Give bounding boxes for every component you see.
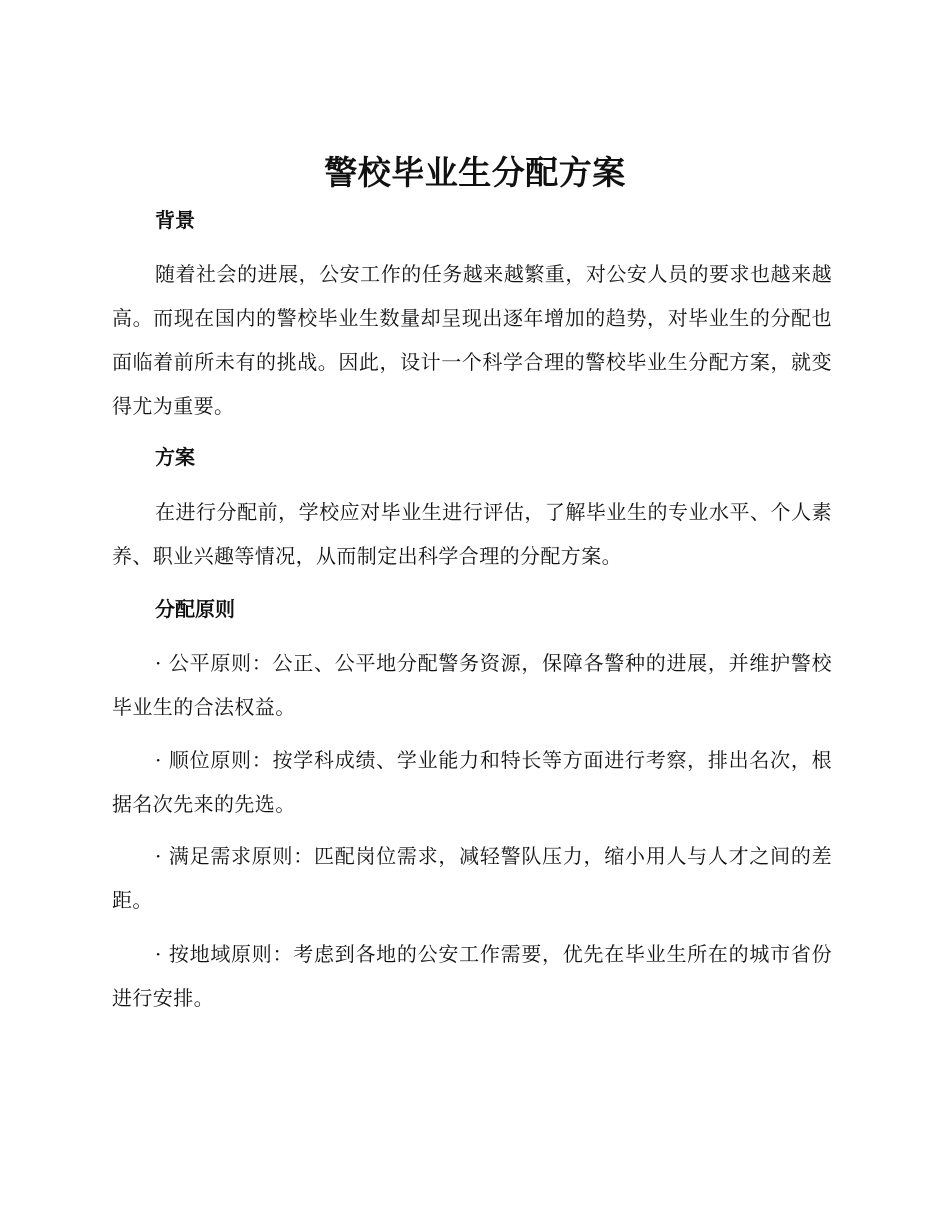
principle-item: · 按地域原则：考虑到各地的公安工作需要，优先在毕业生所在的城市省份进行安排。	[112, 942, 832, 1010]
paragraph-plan: 在进行分配前，学校应对毕业生进行评估，了解毕业生的专业水平、个人素养、职业兴趣等情况，从而制定出科学合理的分配方案。	[112, 500, 832, 568]
paragraph-background: 随着社会的进展，公安工作的任务越来越繁重，对公安人员的要求也越来越高。而现在国内的警校毕业生数量却呈现出逐年增加的趋势，对毕业生的分配也面临着前所未有的挑战。因此，设计一个科学合理的警校毕业生分配方案，就变得尤为重要。	[112, 262, 832, 418]
section-heading-plan: 方案	[155, 445, 195, 469]
section-heading-background: 背景	[155, 208, 195, 232]
principle-item: · 顺位原则：按学科成绩、学业能力和特长等方面进行考察，排出名次，根据名次先来的先选。	[112, 748, 832, 816]
principle-item: · 满足需求原则：匹配岗位需求，减轻警队压力，缩小用人与人才之间的差距。	[112, 844, 832, 912]
document-title: 警校毕业生分配方案	[324, 153, 626, 192]
section-heading-principles: 分配原则	[155, 597, 235, 621]
principle-item: · 公平原则：公正、公平地分配警务资源，保障各警种的进展，并维护警校毕业生的合法权益。	[112, 651, 832, 719]
